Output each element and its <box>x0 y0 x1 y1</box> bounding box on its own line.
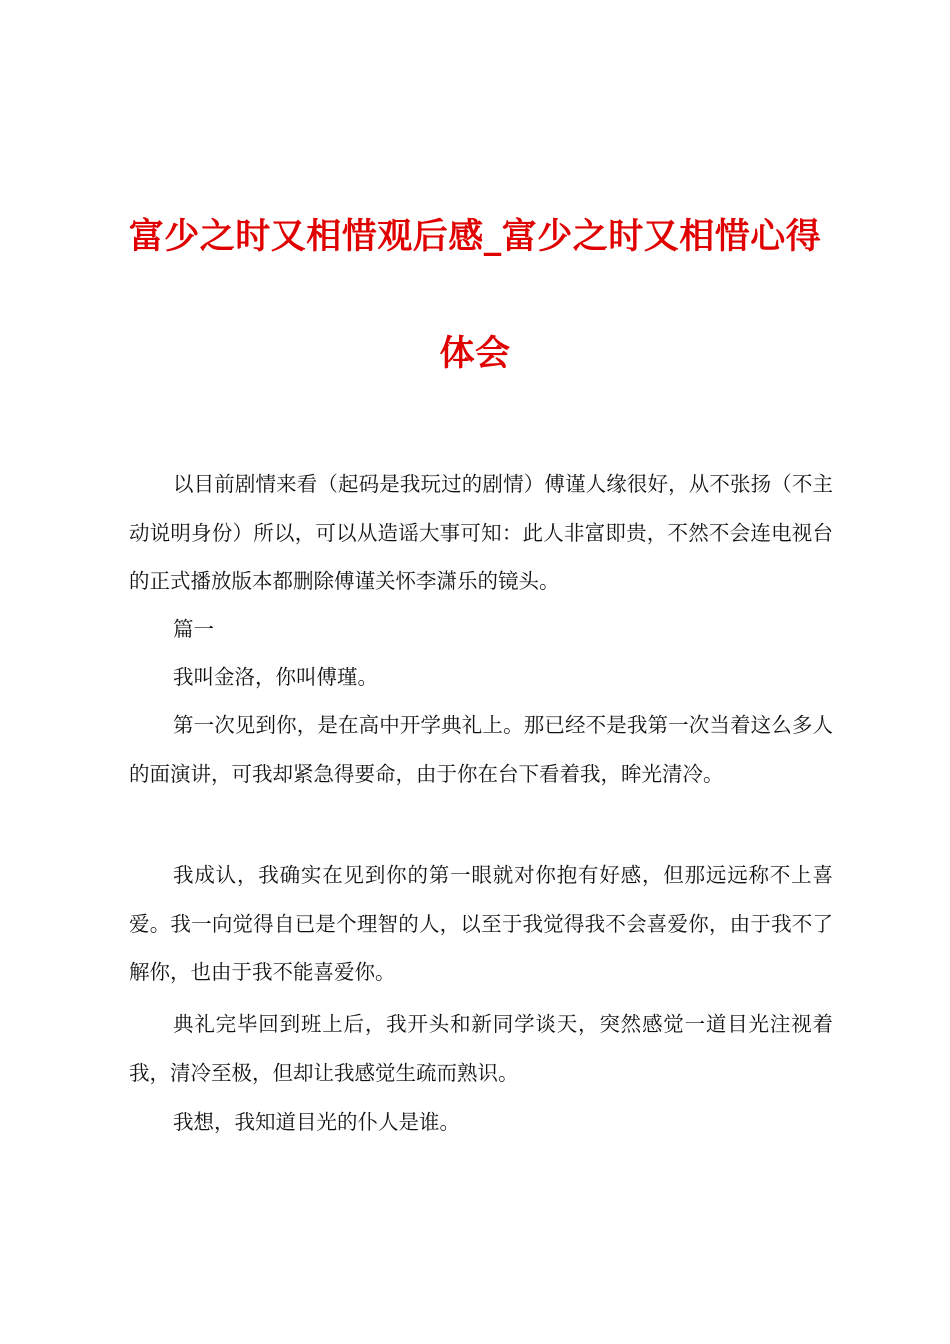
document-title-line2: 体会 <box>439 334 511 374</box>
paragraph-admission: 我成认，我确实在见到你的第一眼就对你抱有好感，但那远远称不上喜爱。我一向觉得自已是个理智的人，以至于我觉得我不会喜爱你，由于我不了解你，也由于我不能喜爱你。 <box>129 863 833 984</box>
document-title-line1: 富少之时又相惜观后感_富少之时又相惜心得 <box>128 217 822 257</box>
paragraph-section-heading: 篇一 <box>173 617 214 641</box>
paragraph-closing: 我想，我知道目光的仆人是谁。 <box>173 1110 460 1134</box>
paragraph-first-meeting: 第一次见到你，是在高中开学典礼上。那已经不是我第一次当着这么多人的面演讲，可我却紧急得要命，由于你在台下看着我，眸光清冷。 <box>129 713 833 786</box>
paragraph-name-intro: 我叫金洛，你叫傅瑾。 <box>173 665 378 689</box>
paragraph-after-ceremony: 典礼完毕回到班上后，我开头和新同学谈天，突然感觉一道目光注视着我，清冷至极，但却让我感觉生疏而熟识。 <box>129 1012 833 1085</box>
paragraph-intro: 以目前剧情来看（起码是我玩过的剧情）傅谨人缘很好，从不张扬（不主动说明身份）所以，可以从造谣大事可知：此人非富即贵，不然不会连电视台的正式播放版本都删除傅谨关怀李潇乐的镜头。 <box>129 472 833 593</box>
